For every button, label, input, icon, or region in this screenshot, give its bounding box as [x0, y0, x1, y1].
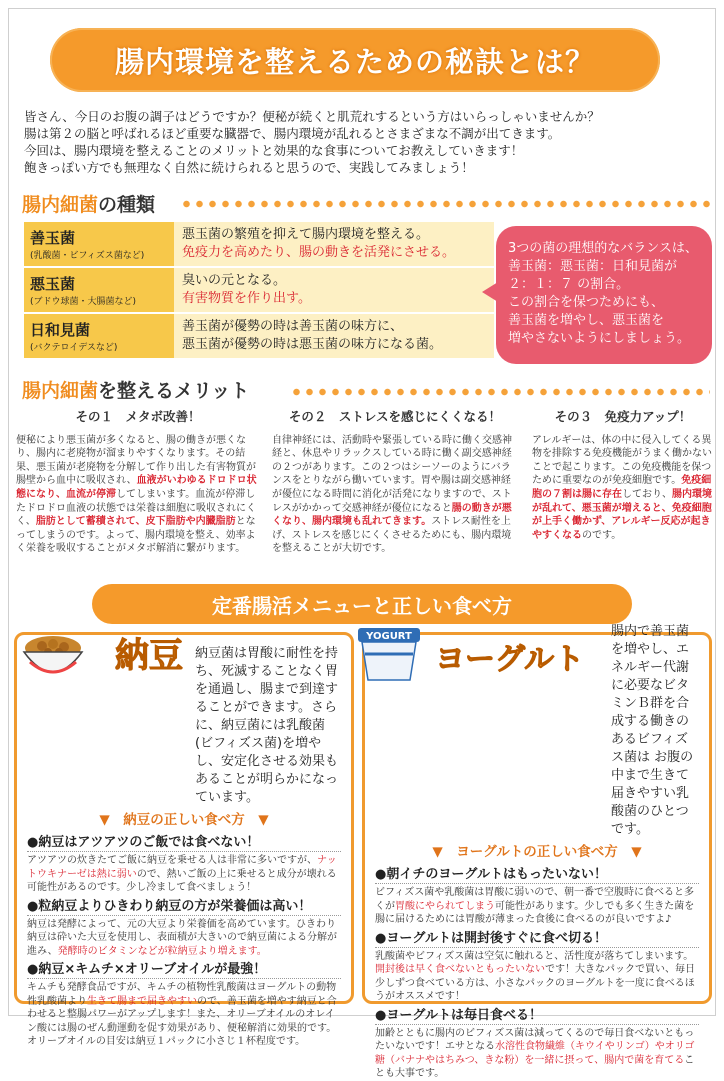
natto-point-title: ●納豆はアツアツのご飯では食べない！ [27, 835, 341, 852]
type-name: 悪玉菌 [30, 275, 76, 293]
yogurt-point-title: ●ヨーグルトは毎日食べる！ [375, 1008, 699, 1025]
merit-heading: その３ 免疫力アップ！ [554, 409, 692, 424]
table-row: 善玉菌 (乳酸菌・ビフィズス菌など) 悪玉菌の繁殖を抑えて腸内環境を整える。 免疫力を高めたり、腸の動きを活発にさせる。 [24, 222, 494, 266]
type-name: 善玉菌 [30, 229, 76, 247]
merit-heading: その２ ストレスを感じにくくなる！ [288, 409, 502, 424]
merit-heading: その１ メタボ改善！ [75, 409, 201, 424]
types-heading: 腸内細菌の種類 [22, 194, 156, 216]
intro-line: 今回は、腸内環境を整えることのメリットと効果的な食事についてお教えしていきます！ [24, 143, 524, 158]
merit-1: その１ メタボ改善！ 便秘により悪玉菌が多くなると、腸の働きが悪くなり、腸内に老廃物が溜まりやすくなります。その結果、悪玉菌が老廃物を分解して作り出した有害物質が腸壁から血中に吸収され、血液がいわゆるドロドロ状態になり、血流が停滞してしまいます。血流が停滞したドロドロ血液の状態では栄養は細胞に吸収されにくく、脂肪として蓄積されて、皮下脂肪や内臓脂肪となってしまうのです。よって、腸内環境を整え、効率よく栄養を吸収することがメタボ解消に繋がります。 [16, 410, 260, 556]
table-row: 悪玉菌 (ブドウ球菌・大腸菌など) 臭いの元となる。 有害物質を作り出す。 [24, 268, 494, 312]
yogurt-cup-label: YOGURT [366, 631, 412, 642]
table-row: 日和見菌 (バクテロイデスなど) 善玉菌が優勢の時は善玉菌の味方に、 悪玉菌が優勢の時は悪玉菌の味方になる菌。 [24, 314, 494, 358]
natto-desc: 納豆菌は胃酸に耐性を持ち、死滅することなく胃を通過し、腸まで到達することができます。さらに、納豆菌には乳酸菌(ビフィズス菌)を増やし、安定化させる効果もあることが明らかになっています。 [195, 646, 339, 805]
natto-point-title: ●納豆×キムチ×オリーブオイルが最強！ [27, 962, 341, 979]
yogurt-desc: 腸内で善玉菌を増やし、エネルギー代謝に必要なビタミンＢ群を合成する働きのあるビフィズス菌は お腹の中まで生きて届きやすい乳酸菌のひとつです。 [611, 624, 694, 837]
yogurt-cup-icon [356, 624, 422, 684]
yogurt-point-title: ●ヨーグルトは開封後すぐに食べ切る！ [375, 931, 699, 948]
natto-point-title: ●粒納豆よりひきわり納豆の方が栄養価は高い！ [27, 899, 341, 916]
bacteria-types-table [24, 222, 494, 360]
yogurt-how-title: ▼ ヨーグルトの正しい食べ方 ▼ [432, 844, 642, 860]
natto-how-title: ▼ 納豆の正しい食べ方 ▼ [99, 812, 269, 828]
yogurt-point-title: ●朝イチのヨーグルトはもったいない！ [375, 867, 699, 884]
title-banner [50, 28, 660, 92]
merit-2: その２ ストレスを感じにくくなる！ 自律神経には、活動時や緊張している時に働く交感神経と、休息やリラックスしている時に働く副交感神経の２つがあります。この２つはシーソーのようにバランスをとりながら働いています。胃や腸は副交感神経が優位になる時間に消化が活発になりますので、ストレスがかかって交感神経が優位になると腸の動きが悪くなり、腸内環境も乱れてきます。ストレス耐性を上げ、ストレスを感じにくくさせるためにも、腸内環境を整えることが大切です。 [272, 410, 518, 556]
dotted-divider [180, 200, 710, 208]
merit-heading: 腸内細菌を整えるメリット [22, 380, 250, 402]
type-sub: (ブドウ球菌・大腸菌など) [30, 297, 137, 307]
natto-bowl-icon [20, 622, 86, 688]
page-title: 腸内環境を整えるための秘訣とは？ [114, 44, 595, 79]
type-name: 日和見菌 [30, 321, 91, 339]
menu-title: 定番腸活メニューと正しい食べ方 [212, 593, 512, 618]
menu-banner [92, 584, 632, 624]
balance-callout: 3つの菌の理想的なバランスは、 善玉菌：悪玉菌：日和見菌が ２：１：７ の割合。 この割合を保つためにも、 善玉菌を増やし、悪玉菌を 増やさないようにしましょう。 [496, 226, 712, 364]
merit-3: その３ 免疫力アップ！ アレルギーは、体の中に侵入してくる異物を排除する免疫機能がうまく働かないことで起こります。この免疫機能を保つために重要なのが免疫細胞です。免疫細胞の７割は腸に存在しており、腸内環境が乱れて、悪玉菌が増えると、免疫細胞が上手く働かず、アレルギー反応が起きやすくなるのです。 [532, 409, 712, 541]
intro-text [24, 108, 714, 176]
intro-line: 飽きっぽい方でも無理なく自然に続けられると思うので、実践してみましょう！ [24, 160, 474, 175]
dotted-divider [290, 388, 710, 396]
yogurt-section: ヨーグルト 腸内で善玉菌を増やし、エネルギー代謝に必要なビタミンＢ群を合成する働きのあるビフィズス菌は お腹の中まで生きて届きやすい乳酸菌のひとつです。 ▼ ヨーグルトの正しい食べ方 ▼ ●朝イチのヨーグルトはもったいない！ ビフィズス菌や乳酸菌は胃酸に弱いので、朝一番で空腹時に食べると多くが胃酸にやられてしまう可能性があります。少しでも多く生きた菌を腸に届けるためには胃酸が薄まった食後に食べるのが良いですよ♪ ●ヨーグルトは開封後すぐに食べ切る！ 乳酸菌やビフィズス菌は空気に触れると、活性度が落ちてしまいます。開封後は早く食べないともったいないです！大きなパックで買い、毎日少しずつ食べている方は、小さなパックのヨーグルトを一度に食べるほうがオススメです！ ●ヨーグルトは毎日食べる！ 加齢とともに腸内のビフィズス菌は減ってくるので毎日食べないともったいないです！エサとなる水溶性食物繊維（キウイやリンゴ）やオリゴ糖（バナナやはちみつ、きな粉）を一緒に摂って、腸内で菌を育てることも大事です。 [362, 632, 712, 1004]
type-sub: (バクテロイデスなど) [30, 343, 118, 353]
intro-line: 皆さん、今日のお腹の調子はどうですか？便秘が続くと肌荒れするという方はいらっしゃいませんか？ [24, 109, 600, 124]
yogurt-title: ヨーグルト [435, 642, 585, 677]
type-sub: (乳酸菌・ビフィズス菌など) [30, 251, 145, 261]
natto-section: 納豆 納豆菌は胃酸に耐性を持ち、死滅することなく胃を通過し、腸まで到達することができます。さらに、納豆菌には乳酸菌(ビフィズス菌)を増やし、安定化させる効果もあることが明らかになっています。 ▼ 納豆の正しい食べ方 ▼ ●納豆はアツアツのご飯では食べない！ アツアツの炊きたてご飯に納豆を乗せる人は非常に多いですが、ナットウキナーゼは熱に弱いので、熱いご飯の上に乗せると成分が壊れる可能性があるのです。少し冷まして食べましょう！ ●粒納豆よりひきわり納豆の方が栄養価は高い！ 納豆は発酵によって、元の大豆より栄養価を高めています。ひきわり納豆は砕いた大豆を使用し、表面積が大きいので納豆菌による分解が進み、発酵時のビタミンなどが粒納豆より増えます。 ●納豆×キムチ×オリーブオイルが最強！ キムチも発酵食品ですが、キムチの植物性乳酸菌はヨーグルトの動物性乳酸菌より生きて腸まで届きやすいので、善玉菌を増やす納豆と合わせると整腸パワーがアップします！また、オリーブオイルのオレイン酸には腸のぜん動運動を促す効果があり、便秘解消に効果的です。オリーブオイルの目安は納豆１パックに小さじ１杯程度です。 [14, 632, 354, 1004]
natto-title: 納豆 [115, 636, 183, 676]
intro-line: 腸は第２の脳と呼ばれるほど重要な臓器で、腸内環境が乱れるとさまざまな不調が出てきます。 [24, 126, 561, 141]
